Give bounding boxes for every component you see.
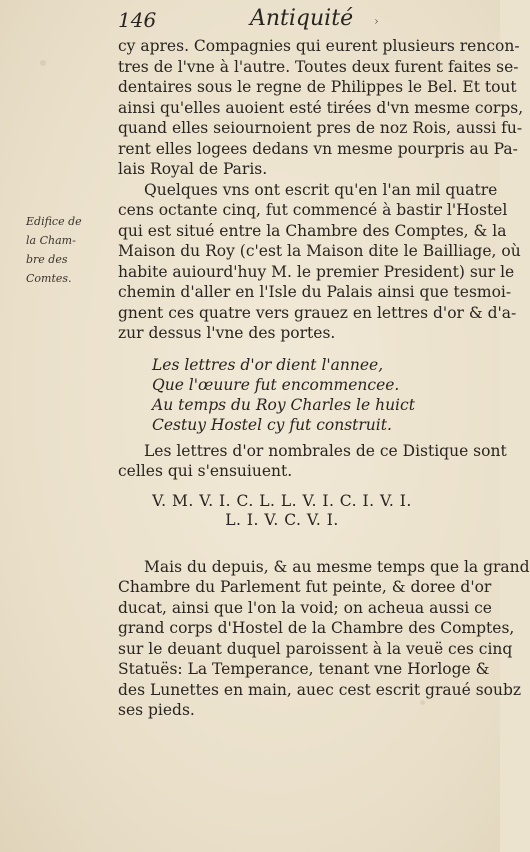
verse-line: Les lettres d'or dient l'annee,	[152, 355, 384, 374]
paragraph-2	[118, 180, 521, 344]
margin-note	[26, 212, 98, 288]
paragraph-1	[118, 36, 524, 180]
text-line: sur le deuant duquel paroissent à la veuë ces cinq	[118, 639, 513, 658]
spacer	[118, 530, 476, 557]
text-line: des Lunettes en main, auec cest escrit graué soubz	[118, 680, 522, 699]
verse-block	[118, 355, 476, 435]
body-text	[118, 36, 530, 721]
header-mark: ›	[374, 14, 379, 28]
verse-line: Au temps du Roy Charles le huict	[152, 395, 415, 414]
spacer	[118, 482, 476, 492]
verse-line: Cestuy Hostel cy fut construit.	[152, 415, 392, 434]
text-line: ses pieds.	[118, 701, 195, 719]
text-line: grand corps d'Hostel de la Chambre des Comptes,	[118, 619, 515, 637]
margin-note-line: Edifice de	[26, 215, 82, 228]
text-line: Mais du depuis, & au mesme temps que la grand	[144, 557, 530, 576]
text-line: Les lettres d'or nombrales de ce Distique sont	[144, 441, 507, 460]
text-line: chemin d'aller en l'Isle du Palais ainsi que tesmoi-	[118, 283, 512, 301]
verse-line: Que l'œuure fut encommencee.	[152, 375, 400, 394]
text-line: rent elles logees dedans vn mesme pourpris au Pa-	[118, 139, 518, 158]
text-line: Chambre du Parlement fut peinte, & doree d'or	[118, 578, 492, 596]
paragraph-3	[118, 441, 507, 482]
margin-note-line: bre des	[26, 253, 68, 266]
text-line: quand elles seiournoient pres de noz Rois, aussi fu-	[118, 119, 523, 137]
text-line: dentaires sous le regne de Philippes le Bel. Et tout	[118, 78, 517, 96]
margin-note-line: la Cham-	[26, 234, 76, 247]
text-line: ainsi qu'elles auoient esté tirées d'vn mesme corps,	[118, 98, 524, 117]
text-line: qui est situé entre la Chambre des Comptes, & la	[118, 221, 507, 240]
text-line: ducat, ainsi que l'on la void; on acheua aussi ce	[118, 598, 492, 617]
page-number: 146	[118, 8, 157, 32]
text-line: Statuës: La Temperance, tenant vne Horloge &	[118, 660, 490, 678]
text-line: Quelques vns ont escrit qu'en l'an mil quatre	[144, 180, 498, 199]
roman-numerals	[118, 492, 476, 530]
roman-line: V. M. V. I. C. L. L. V. I. C. I. V. I.	[152, 491, 412, 510]
text-line: cens octante cinq, fut commencé à bastir l'Hostel	[118, 201, 508, 219]
spacer	[118, 344, 476, 355]
text-line: cy apres. Compagnies qui eurent plusieurs rencon-	[118, 37, 520, 55]
text-line: celles qui s'ensuiuent.	[118, 462, 293, 480]
paper-spot	[40, 60, 46, 66]
running-title: Antiquité	[250, 6, 354, 31]
paragraph-4	[118, 557, 530, 721]
page-header	[112, 8, 472, 36]
text-line: habite auiourd'huy M. le premier President) sur le	[118, 262, 515, 281]
text-line: tres de l'vne à l'autre. Toutes deux furent faites se-	[118, 57, 519, 76]
text-line: zur dessus l'vne des portes.	[118, 324, 336, 342]
roman-line: L. I. V. C. V. I.	[225, 510, 339, 529]
text-line: Maison du Roy (c'est la Maison dite le Bailliage, où	[118, 242, 521, 260]
text-line: lais Royal de Paris.	[118, 160, 268, 178]
margin-note-line: Comtes.	[26, 272, 72, 285]
text-line: gnent ces quatre vers grauez en lettres d'or & d'a-	[118, 303, 517, 322]
